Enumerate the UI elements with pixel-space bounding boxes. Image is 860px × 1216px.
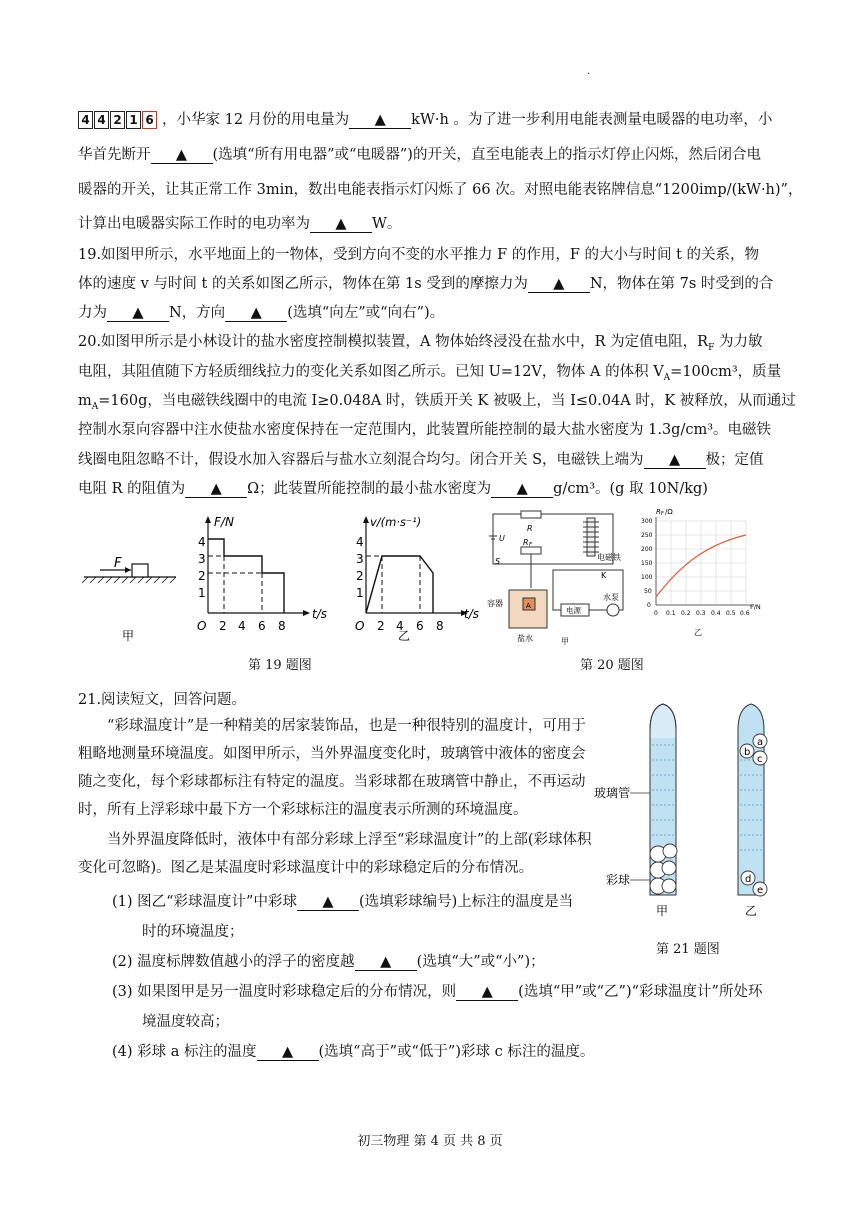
fig19-diagram: [80, 510, 500, 650]
fig21-caption: 第 21 题图: [656, 942, 720, 957]
q18-line2: [78, 145, 761, 165]
label-yi: 乙: [745, 904, 758, 918]
text: (4) 彩球 a 标注的温度: [112, 1044, 257, 1060]
text: 计算出电暖器实际工作时的电功率为: [78, 216, 310, 232]
q20-line3: [78, 391, 796, 417]
graph-label: 乙: [694, 628, 702, 637]
answer-blank[interactable]: ▲: [185, 481, 247, 498]
text: N，方向: [169, 305, 226, 321]
q20-line1: [78, 332, 762, 358]
text: (2) 温度标牌数值越小的浮子的密度越: [112, 954, 355, 970]
ytick: 1: [356, 586, 364, 600]
xtick: 8: [278, 619, 286, 633]
ytick: 100: [641, 574, 653, 581]
text: 电阻，其阻值随下方轻质细线拉力的变化关系如图乙所示。已知 U=12V，物体 A 的体积 V: [78, 364, 664, 380]
circuit-RF: R: [523, 538, 529, 547]
ytick: 1: [198, 586, 206, 600]
chart2-origin: O: [355, 619, 365, 633]
q21-q3: [112, 982, 762, 1002]
text: =100cm³，质量: [670, 364, 782, 380]
label-yi: 乙: [398, 629, 411, 643]
text: N，物体在第 7s 时受到的合: [589, 276, 774, 292]
circuit-magnet: 电磁铁: [597, 553, 621, 562]
subscript: F: [708, 342, 715, 353]
text: 体的速度 v 与时间 t 的关系如图乙所示，物体在第 1s 受到的摩擦力为: [78, 276, 528, 292]
balls-jia: [650, 844, 677, 894]
chart1-ylabel: F/N: [214, 515, 234, 529]
text: 境温度较高；: [142, 1014, 229, 1030]
ball-b: b: [744, 747, 751, 758]
ytick: 200: [641, 546, 653, 553]
label-jia: 甲: [122, 629, 135, 643]
text: kW·h 。为了进一步利用电能表测量电暖器的电功率，小: [411, 112, 773, 128]
text: ，小华家 12 月份的用电量为: [162, 112, 350, 128]
text: 电阻 R 的阻值为: [78, 481, 186, 497]
ground-hatch: [82, 577, 176, 583]
answer-blank[interactable]: ▲: [310, 216, 372, 233]
text: 控制水泵向容器中注水使盐水密度保持在一定范围内，此装置所能控制的最大盐水密度为 1.3g/cm³。电磁铁: [78, 422, 772, 438]
circuit-pump: 水泵: [603, 593, 619, 602]
circuit-S: S: [495, 557, 501, 566]
q20-line4: [78, 420, 771, 440]
resistor-R: [521, 511, 541, 518]
q18-line1: [78, 110, 772, 130]
meter-digit-decimal: 6: [142, 111, 157, 129]
q18-line4: [78, 214, 401, 234]
meter-display: [78, 111, 158, 129]
force-label: F: [114, 556, 122, 571]
answer-blank[interactable]: ▲: [297, 894, 359, 911]
circuit-A: A: [526, 602, 531, 610]
subscript: A: [91, 401, 99, 412]
circuit-container: 容器: [487, 599, 503, 608]
text: 线圈电阻忽略不计，假设水加入容器后与盐水立刻混合均匀。闭合开关 S，电磁铁上端为: [78, 452, 644, 468]
answer-blank[interactable]: ▲: [528, 276, 590, 293]
answer-blank[interactable]: ▲: [456, 984, 518, 1001]
answer-blank[interactable]: ▲: [151, 147, 213, 164]
q21-q1: [112, 892, 573, 912]
ytick: 250: [641, 532, 653, 539]
text: (选填“所有用电器”或“电暖器”)的开关，直至电能表上的指示灯停止闪烁，然后闭合电: [212, 147, 761, 163]
top-dot: .: [587, 66, 591, 77]
xtick: 0.2: [681, 610, 691, 617]
q21-q2: [112, 952, 545, 972]
ft-chart: [197, 515, 327, 633]
xtick: 0: [654, 610, 658, 617]
text: (选填“甲”或“乙”)“彩球温度计”所处环: [518, 984, 763, 1000]
velocity-series: [366, 556, 433, 613]
ytick: 2: [198, 569, 206, 583]
label-ball: 彩球: [606, 873, 631, 887]
xtick: 6: [258, 619, 266, 633]
text: =160g，当电磁铁线圈中的电流 I≥0.048A 时，铁质开关 K 被吸上，当 I≤0.04A 时，K 被释放，从而通过: [98, 393, 796, 409]
ball-a: a: [757, 737, 764, 748]
xtick: 4: [238, 619, 246, 633]
q21-q4: [112, 1042, 594, 1062]
text: 为力敏: [714, 334, 763, 350]
graph-grid: [656, 521, 746, 605]
circuit-power: 电源: [566, 606, 581, 615]
text: 时的环境温度；: [142, 924, 244, 940]
ytick: 2: [356, 569, 364, 583]
chart1-origin: O: [197, 619, 207, 633]
ball-e: e: [757, 885, 764, 896]
ytick: 50: [644, 588, 652, 595]
force-series: [208, 539, 284, 613]
circuit-RF-sub: F: [529, 542, 533, 548]
q18-line3: [78, 180, 802, 200]
text: 华首先断开: [78, 147, 151, 163]
q21-paragraph1: “彩球温度计”是一种精美的居家装饰品，也是一种很特别的温度计，可用于粗略地测量环境温度。如图甲所示，当外界温度变化时，玻璃管中液体的密度会随之变化，每个彩球都标注有特定的温度。当彩球都在玻璃管中静止，不再运动时，所有上浮彩球中最下方一个彩球标注的温度表示所测的环境温度。: [78, 718, 586, 818]
text: (3) 如果图甲是另一温度时彩球稳定后的分布情况，则: [112, 984, 457, 1000]
graph-xlabel: F/N: [750, 603, 761, 611]
answer-blank[interactable]: ▲: [491, 481, 553, 498]
xtick: 4: [396, 619, 404, 633]
chart1-xlabel: t/s: [312, 607, 327, 621]
q21-q1-cont: [142, 922, 244, 942]
xtick: 0.1: [666, 610, 676, 617]
xtick: 8: [436, 619, 444, 633]
label-jia: 甲: [656, 904, 669, 918]
meter-digit: 4: [94, 111, 109, 129]
text: 极；定值: [705, 452, 764, 468]
meter-digit: 4: [78, 111, 93, 129]
pump: [607, 604, 619, 616]
text: (选填彩球编号)上标注的温度是当: [358, 894, 574, 910]
answer-blank[interactable]: ▲: [644, 452, 706, 469]
ytick: 4: [198, 535, 206, 549]
ytick: 300: [641, 518, 653, 525]
chart2-xlabel: t/s: [464, 607, 479, 621]
xtick: 2: [377, 619, 385, 633]
text: W。: [372, 216, 402, 232]
text: 暖器的开关，让其正常工作 3min，数出电能表指示灯闪烁了 66 次。对照电能表铭牌信息“1200imp/(kW·h)”，: [78, 182, 803, 198]
fig20-circuit: [483, 508, 633, 648]
label-tube: 玻璃管: [594, 786, 631, 800]
graph-yunit: /Ω: [665, 508, 673, 516]
q21-paragraph2: 当外界温度降低时，液体中有部分彩球上浮至“彩球温度计”的上部(彩球体积变化可忽略)。图乙是某温度时彩球温度计中的彩球稳定后的分布情况。: [78, 832, 592, 876]
answer-blank[interactable]: ▲: [107, 305, 169, 322]
ytick: 0: [647, 602, 651, 609]
vt-chart: [355, 515, 479, 643]
text: (选填“向左”或“向右”)。: [287, 305, 445, 321]
xtick: 0.3: [696, 610, 706, 617]
xtick: 2: [219, 619, 227, 633]
q20-line6: [78, 479, 708, 499]
xtick: 0.4: [711, 610, 721, 617]
page-footer: 初三物理 第 4 页 共 8 页: [357, 1134, 503, 1149]
q19-line2: [78, 274, 773, 294]
xtick: 6: [416, 619, 424, 633]
q19-line1: [78, 245, 759, 265]
text: 力为: [78, 305, 107, 321]
chart2-ylabel: v/(m·s⁻¹): [370, 515, 422, 529]
answer-blank[interactable]: ▲: [225, 305, 287, 322]
text: (1) 图乙“彩球温度计”中彩球: [112, 894, 297, 910]
q21-q3-cont: [142, 1012, 229, 1032]
tube-yi: [738, 704, 764, 895]
text: 19.如图甲所示，水平地面上的一物体，受到方向不变的水平推力 F 的作用，F 的大小与时间 t 的关系，物: [78, 247, 760, 263]
text: m: [78, 393, 92, 409]
xtick: 0.6: [740, 610, 750, 617]
graph-ylabel: R: [656, 508, 661, 516]
graph-ylabel-sub: F: [661, 511, 664, 517]
ball-c: c: [757, 754, 763, 765]
circuit-R: R: [527, 524, 533, 533]
q20-line5: [78, 450, 764, 470]
answer-blank[interactable]: ▲: [257, 1044, 319, 1061]
object-block: [132, 564, 148, 577]
answer-blank[interactable]: ▲: [355, 954, 417, 971]
circuit-U: U: [499, 534, 505, 543]
subscript: A: [663, 372, 671, 383]
circuit-label: 甲: [561, 637, 569, 646]
ytick: 4: [356, 535, 364, 549]
q21-title: 21.阅读短文，回答问题。: [78, 692, 247, 708]
meter-digit: 2: [110, 111, 125, 129]
text: (选填“大”或“小”)；: [416, 954, 545, 970]
text: Ω；此装置所能控制的最小盐水密度为: [247, 481, 492, 497]
answer-blank[interactable]: ▲: [349, 112, 411, 129]
ball-d: d: [745, 874, 752, 885]
xtick: 0.5: [726, 610, 736, 617]
q20-line2: [78, 362, 781, 388]
text: (选填“高于”或“低于”)彩球 c 标注的温度。: [318, 1044, 595, 1060]
meter-digit: 1: [126, 111, 141, 129]
resistor-RF: [521, 547, 541, 554]
circuit-brine: 盐水: [517, 634, 533, 643]
circuit-K: K: [601, 571, 607, 580]
q19-line3: [78, 303, 444, 323]
ytick: 3: [198, 552, 206, 566]
fig19-caption: 第 19 题图: [248, 658, 312, 673]
fig20-graph: [634, 505, 764, 645]
electromagnet: [583, 518, 599, 556]
fig21-diagram: [594, 700, 780, 940]
ytick: 150: [641, 560, 653, 567]
ytick: 3: [356, 552, 364, 566]
fig20-caption: 第 20 题图: [580, 658, 644, 673]
text: 20.如图甲所示是小林设计的盐水密度控制模拟装置，A 物体始终浸没在盐水中，R 为定值电阻，R: [78, 334, 709, 350]
text: g/cm³。(g 取 10N/kg): [553, 481, 708, 497]
